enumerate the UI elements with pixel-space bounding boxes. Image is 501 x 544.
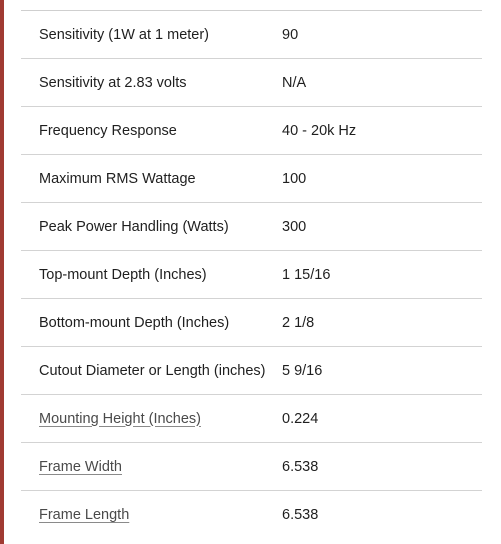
spec-value: 2 1/8 bbox=[282, 314, 315, 331]
spec-row-top-mount-depth bbox=[21, 251, 482, 299]
spec-label: Sensitivity at 2.83 volts bbox=[39, 74, 187, 91]
spec-row-max-rms-wattage bbox=[21, 155, 482, 203]
spec-label: Frequency Response bbox=[39, 122, 177, 139]
spec-row-sensitivity-1w bbox=[21, 11, 482, 59]
spec-row-mounting-height bbox=[21, 395, 482, 443]
spec-label: Cutout Diameter or Length (inches) bbox=[39, 362, 266, 379]
spec-value: 6.538 bbox=[282, 458, 319, 475]
spec-value: 90 bbox=[282, 26, 299, 43]
mounting-height-link[interactable]: Mounting Height (Inches) bbox=[39, 410, 201, 427]
spec-label: Maximum RMS Wattage bbox=[39, 170, 196, 187]
spec-row-frame-width bbox=[21, 443, 482, 491]
specs-table bbox=[21, 10, 482, 539]
spec-value: 40 - 20k Hz bbox=[282, 122, 357, 139]
spec-value: 300 bbox=[282, 218, 307, 235]
frame-width-link[interactable]: Frame Width bbox=[39, 458, 122, 475]
spec-value: 1 15/16 bbox=[282, 266, 331, 283]
spec-value: 6.538 bbox=[282, 507, 319, 523]
spec-row-sensitivity-2-83v bbox=[21, 59, 482, 107]
spec-label: Top-mount Depth (Inches) bbox=[39, 266, 207, 283]
spec-row-cutout-diameter bbox=[21, 347, 482, 395]
left-accent-bar bbox=[0, 0, 4, 544]
frame-length-link[interactable]: Frame Length bbox=[39, 507, 130, 523]
spec-label: Sensitivity (1W at 1 meter) bbox=[39, 26, 210, 43]
spec-value: 0.224 bbox=[282, 410, 319, 427]
spec-row-bottom-mount-depth bbox=[21, 299, 482, 347]
spec-value: N/A bbox=[282, 74, 307, 91]
spec-value: 100 bbox=[282, 170, 307, 187]
spec-label: Peak Power Handling (Watts) bbox=[39, 218, 229, 235]
spec-value: 5 9/16 bbox=[282, 362, 323, 379]
spec-row-peak-power bbox=[21, 203, 482, 251]
spec-row-frame-length bbox=[21, 491, 482, 539]
spec-label: Bottom-mount Depth (Inches) bbox=[39, 314, 230, 331]
spec-row-frequency-response bbox=[21, 107, 482, 155]
